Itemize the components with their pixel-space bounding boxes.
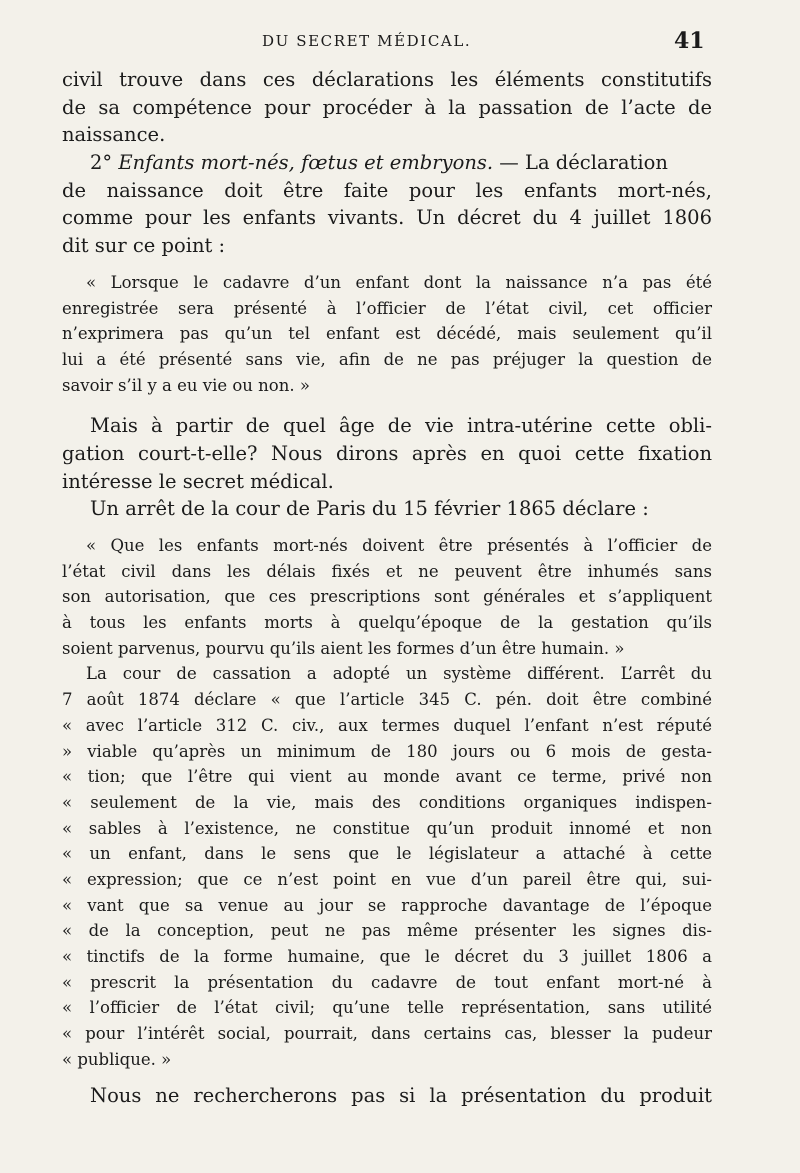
quote-line: n’exprimera pas qu’un tel enfant est décédé, mais seulement qu’il [62, 324, 712, 344]
quote-line: « seulement de la vie, mais des conditions organiques indispen- [62, 792, 712, 812]
text-line: de naissance doit être faite pour les enfants mort-nés, [62, 178, 712, 202]
text-line: Mais à partir de quel âge de vie intra-utérine cette obli- [90, 414, 712, 438]
text-line: dit sur ce point : [62, 234, 226, 258]
text-line: Nous ne rechercherons pas si la présentation du produit [90, 1084, 712, 1108]
quote-line: « un enfant, dans le sens que le législateur a attaché à cette [62, 844, 712, 864]
quote-line: à tous les enfants morts à quelqu’époque de la gestation qu’ils [62, 613, 712, 633]
text-line: comme pour les enfants vivants. Un décret du 4 juillet 1806 [62, 206, 712, 230]
quote-line: savoir s’il y a eu vie ou non. » [62, 375, 310, 395]
section-number: 2° [90, 151, 119, 175]
quote-line: « expression; que ce n’est point en vue d’un pareil être qui, sui- [62, 869, 712, 889]
text-line: civil trouve dans ces déclarations les éléments constitutifs [62, 68, 712, 91]
quote-line: « vant que sa venue au jour se rapproche davantage de l’époque [62, 895, 712, 915]
text-line: Un arrêt de la cour de Paris du 15 février 1865 déclare : [90, 497, 649, 521]
section-heading-line [62, 149, 712, 177]
page-header [0, 30, 800, 56]
section-heading: Enfants mort-nés, fœtus et embryons. [118, 151, 494, 175]
quote-line: « Que les enfants mort-nés doivent être présentés à l’officier de [86, 536, 712, 555]
quote-line: « publique. » [62, 1049, 172, 1069]
quote-line: La cour de cassation a adopté un système différent. L’arrêt du [86, 664, 712, 684]
text-fragment: — La déclaration [493, 151, 668, 175]
page-number: 41 [674, 28, 705, 54]
quote-line: « tion; que l’être qui vient au monde avant ce terme, privé non [62, 767, 712, 787]
text-line: naissance. [62, 123, 166, 147]
quote-line: « l’officier de l’état civil; qu’une telle représentation, sans utilité [62, 998, 712, 1018]
quote-line: son autorisation, que ces prescriptions sont générales et s’appliquent [62, 587, 712, 607]
text-line: gation court-t-elle? Nous dirons après en quoi cette fixation [62, 441, 712, 465]
text-line: intéresse le secret médical. [62, 469, 334, 493]
quote-line: « Lorsque le cadavre d’un enfant dont la naissance n’a pas été [86, 272, 712, 292]
quote-line: « prescrit la présentation du cadavre de tout enfant mort-né à [62, 972, 712, 992]
text-line: de sa compétence pour procéder à la passation de l’acte de [62, 95, 712, 119]
quote-line: « sables à l’existence, ne constitue qu’un produit innomé et non [62, 818, 712, 838]
quote-line: « de la conception, peut ne pas même présenter les signes dis- [62, 921, 712, 941]
quote-line: enregistrée sera présenté à l’officier de l’état civil, cet officier [62, 298, 712, 318]
quote-line: lui a été présenté sans vie, afin de ne pas préjuger la question de [62, 349, 712, 369]
running-title: DU SECRET MÉDICAL. [262, 32, 472, 50]
quote-line: soient parvenus, pourvu qu’ils aient les formes d’un être humain. » [62, 638, 625, 658]
quote-line: » viable qu’après un minimum de 180 jours ou 6 mois de gesta- [62, 741, 712, 761]
quote-line: 7 août 1874 déclare « que l’article 345 C. pén. doit être combiné [62, 690, 712, 710]
body-text [62, 66, 712, 1110]
quote-line: l’état civil dans les délais fixés et ne peuvent être inhumés sans [62, 561, 712, 581]
quote-line: « tinctifs de la forme humaine, que le décret du 3 juillet 1806 a [62, 947, 712, 966]
quote-line: « pour l’intérêt social, pourrait, dans certains cas, blesser la pudeur [62, 1024, 712, 1044]
quote-line: « avec l’article 312 C. civ., aux termes duquel l’enfant n’est réputé [62, 715, 712, 735]
